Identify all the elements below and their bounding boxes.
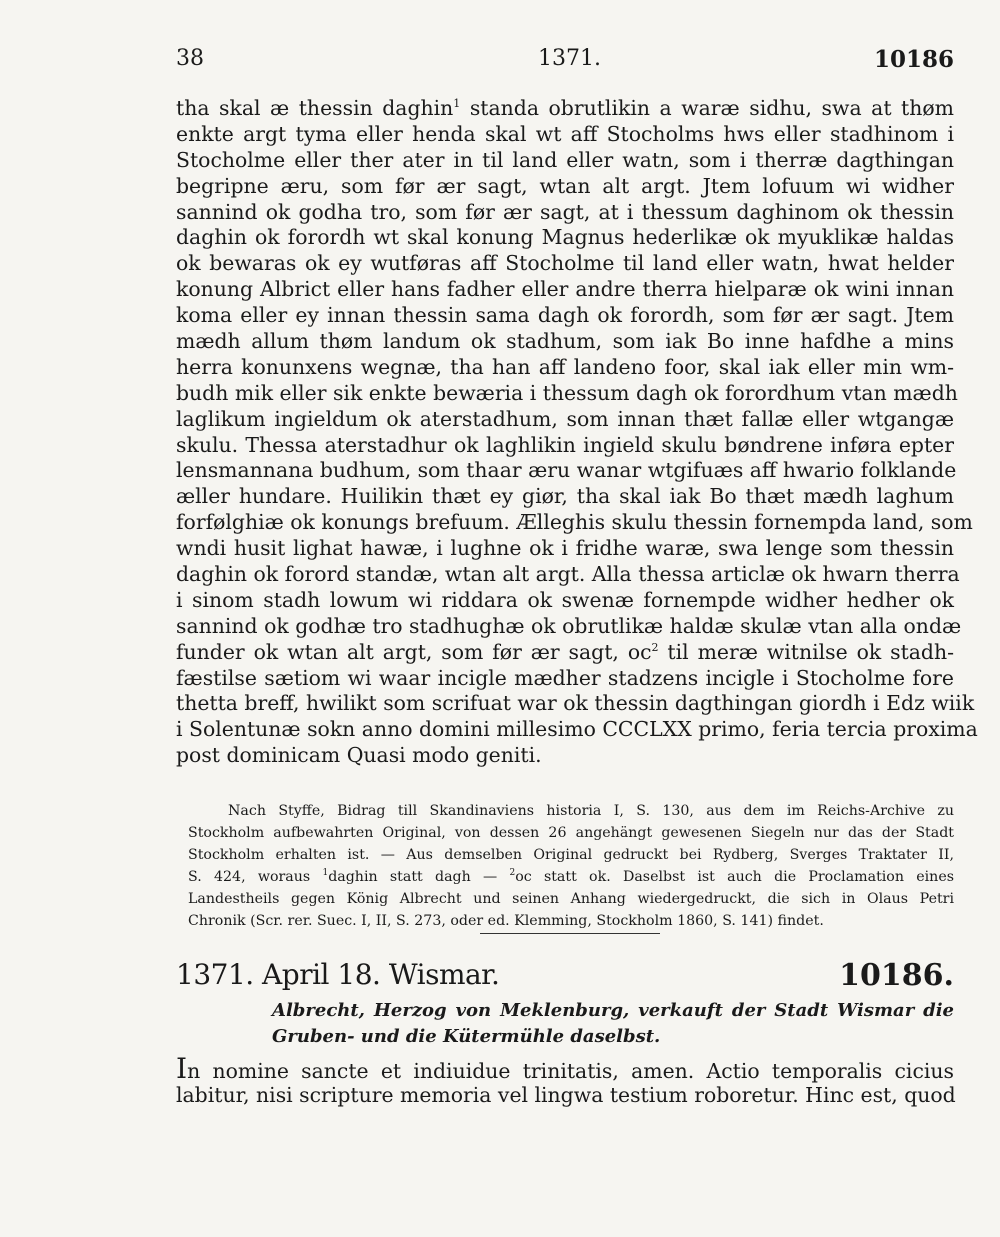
line-text: Albrecht, Herzog von Meklenburg, verkauft der Stadt Wismar die — [272, 1000, 954, 1021]
line-text: lensmannana budhum, som thaar æru wanar wtgifuæs aff hwario folklande — [176, 458, 957, 483]
line-text: begripne æru, som før ær sagt, wtan alt argt. Jtem lofuum wi widher — [176, 173, 954, 198]
line-text: koma eller ey innan thessin sama dagh ok forordh, som før ær sagt. Jtem — [176, 303, 954, 328]
text-line — [176, 743, 954, 769]
note-line — [188, 910, 954, 932]
text-line — [176, 407, 954, 433]
charter-line — [176, 1052, 954, 1085]
document-dateline: 1371. April 18. Wismar. — [176, 958, 500, 991]
drop-initial: I — [176, 1052, 188, 1085]
line-text: wndi husit lighat hawæ, i lughne ok i fridhe waræ, swa lenge som thessin — [176, 536, 954, 561]
note-line — [188, 888, 954, 910]
line-text: skulu. Thessa aterstadhur ok laghlikin ingield skulu bøndrene inføra epter — [176, 432, 954, 457]
note-line — [188, 800, 954, 822]
text-line — [176, 251, 954, 277]
line-text: standa obrutlikin a waræ sidhu, swa at thøm — [460, 96, 954, 120]
footnote-marker: 2 — [509, 868, 516, 878]
line-text: enkte argt tyma eller henda skal wt aff Stocholms hws eller stadhinom i — [176, 121, 954, 146]
text-line — [176, 613, 962, 640]
line-text: budh mik eller sik enkte bewæria i thessum dagh ok forordhum vtan mædh — [176, 380, 958, 405]
summary-line — [272, 998, 954, 1024]
page-number: 38 — [176, 46, 204, 71]
line-text: æller hundare. Huilikin thæt ey giør, tha skal iak Bo thæt mædh laghum — [176, 484, 954, 509]
text-line — [176, 355, 954, 381]
line-text: funder ok wtan alt argt, som før ær sagt, oc — [176, 639, 652, 664]
previous-document-text — [176, 96, 978, 769]
document-heading — [176, 958, 954, 998]
line-text: Landestheils gegen König Albrecht und seinen Anhang wiedergedruckt, die sich in Olaus Petri — [188, 891, 954, 907]
note-line — [188, 866, 954, 888]
text-line — [176, 588, 954, 614]
document-summary — [272, 998, 954, 1050]
charter-line-text: n nomine sancte et indiuidue trinitatis, amen. Actio temporalis cicius — [187, 1059, 954, 1083]
line-text: ok bewaras ok ey wutføras aff Stocholme til land eller watn, hwat helder — [176, 251, 954, 276]
running-head-document-number: 10186 — [873, 46, 954, 73]
line-text: sannind ok godha tro, som før ær sagt, at i thessum daghinom ok thessin — [176, 199, 954, 224]
line-text: sannind ok godhæ tro stadhughæ ok obrutlikæ haldæ skulæ vtan alla ondæ — [176, 613, 962, 638]
text-line — [176, 148, 954, 174]
charter-line: labitur, nisi scripture memoria vel lingwa testium roboretur. Hinc est, quod — [176, 1083, 956, 1107]
line-text: Stockholm erhalten ist. — Aus demselben Original gedruckt bei Rydberg, Sverges Traktater II, — [188, 847, 954, 863]
line-text: post dominicam Quasi modo geniti. — [176, 743, 542, 768]
text-line — [176, 380, 958, 407]
line-text: tha skal æ thessin daghin — [176, 96, 454, 120]
line-text: Stockholm aufbewahrten Original, von dessen 26 angehängt gewesenen Siegeln nur das der Stadt — [188, 825, 954, 841]
line-text: daghin ok forordh wt skal konung Magnus hederlikæ ok myuklikæ haldas — [176, 225, 954, 250]
running-head-year: 1371. — [538, 46, 601, 71]
line-text: fæstilse sætiom wi waar incigle mædher stadzens incigle i Stocholme fore — [176, 665, 954, 690]
line-text: S. 424, woraus — [188, 869, 323, 885]
line-text: thetta breff, hwilikt som scrifuat war ok thessin dagthingan giordh i Edz wiik — [176, 691, 975, 716]
line-text: konung Albrict eller hans fadher eller andre therra hielparæ ok wini innan — [176, 277, 954, 302]
line-text: Nach Styffe, Bidrag till Skandinaviens historia I, S. 130, aus dem im Reichs-Archive zu — [228, 803, 954, 819]
text-line — [176, 640, 954, 666]
text-line — [176, 174, 954, 200]
line-text: oc statt ok. Daselbst ist auch die Proclamation eines — [515, 869, 955, 885]
footnote-marker: 2 — [651, 640, 659, 654]
text-line — [176, 484, 954, 510]
text-line — [176, 96, 954, 122]
text-line — [176, 458, 957, 484]
summary-line — [272, 1024, 954, 1050]
line-text: Gruben- und die Kütermühle daselbst. — [272, 1026, 661, 1047]
text-line — [176, 536, 954, 562]
line-text: i sinom stadh lowum wi riddara ok swenæ fornempde widher hedher ok — [176, 587, 954, 612]
line-text: daghin ok forord standæ, wtan alt argt. Alla thessa articlæ ok hwarn therra — [176, 562, 960, 587]
footnote-marker: 1 — [453, 97, 461, 110]
text-line — [176, 510, 973, 536]
text-line — [176, 277, 954, 303]
line-text: daghin statt dagh — — [328, 869, 510, 885]
line-text: laglikum ingieldum ok aterstadhum, som innan thæt fallæ eller wtgangæ — [176, 406, 954, 431]
text-line — [176, 329, 954, 355]
line-text: herra konunxens wegnæ, tha han aff landeno foor, skal iak eller min wm- — [176, 354, 954, 379]
running-head — [176, 46, 954, 76]
charter-text — [176, 1052, 956, 1109]
text-line — [176, 303, 954, 329]
source-notes — [188, 800, 954, 932]
footnote-marker: 1 — [322, 868, 329, 878]
note-line — [188, 822, 954, 844]
line-text: mædh allum thøm landum ok stadhum, som iak Bo inne hafdhe a mins — [176, 329, 954, 354]
text-line — [176, 433, 954, 459]
text-line — [176, 717, 978, 743]
text-line — [176, 122, 954, 148]
text-line — [176, 200, 954, 226]
document-number: 10186. — [839, 958, 954, 993]
text-line — [176, 691, 975, 717]
text-line — [176, 225, 954, 251]
section-divider — [480, 933, 660, 934]
line-text: forfølghiæ ok konungs brefuum. Ælleghis skulu thessin fornempda land, som — [176, 510, 973, 535]
line-text: Chronik (Scr. rer. Suec. I, II, S. 273, oder ed. Klemming, Stockholm 1860, S. 141) findet. — [188, 913, 824, 929]
line-text: til meræ witnilse ok stadh- — [658, 639, 954, 664]
note-line — [188, 844, 954, 866]
text-line — [176, 562, 960, 588]
line-text: Stocholme eller ther ater in til land eller watn, som i therræ dagthingan — [176, 147, 954, 172]
line-text: i Solentunæ sokn anno domini millesimo CCCLXX primo, feria tercia proxima — [176, 717, 978, 742]
text-line — [176, 666, 954, 692]
